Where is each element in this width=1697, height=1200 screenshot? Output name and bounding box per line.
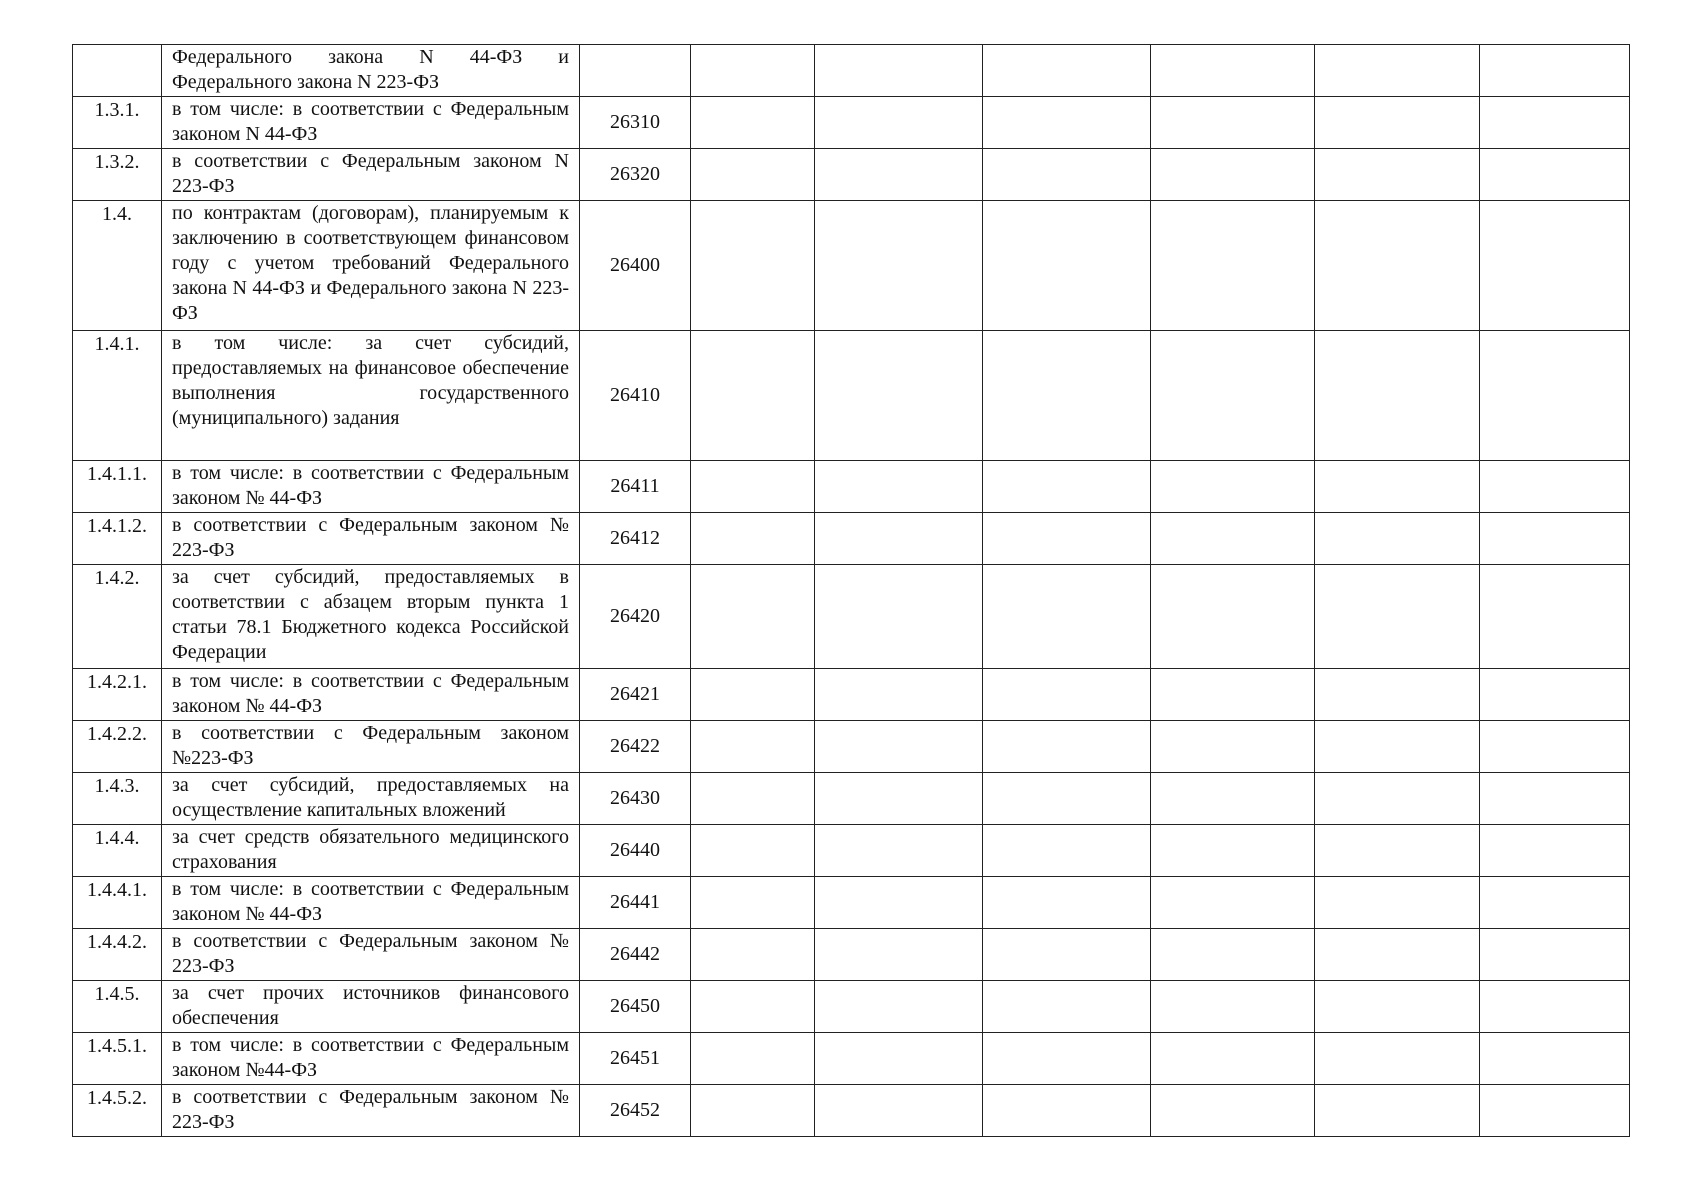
row-description: за счет прочих источников финансового обеспечения	[162, 981, 580, 1033]
table-row	[73, 773, 1630, 825]
value-cell	[1480, 825, 1630, 877]
row-description: в соответствии с Федеральным законом №223-ФЗ	[162, 721, 580, 773]
value-cell	[1315, 331, 1480, 461]
value-cell	[815, 929, 983, 981]
row-number: 1.3.2.	[73, 149, 162, 201]
value-cell	[1151, 461, 1315, 513]
table-row	[73, 1085, 1630, 1137]
value-cell	[1480, 513, 1630, 565]
value-cell	[1480, 45, 1630, 97]
value-cell	[983, 149, 1151, 201]
value-cell	[1480, 201, 1630, 331]
value-cell	[691, 721, 815, 773]
row-number: 1.4.1.2.	[73, 513, 162, 565]
row-code: 26441	[580, 877, 691, 929]
row-code: 26440	[580, 825, 691, 877]
value-cell	[1315, 1033, 1480, 1085]
row-description: в соответствии с Федеральным законом № 223-ФЗ	[162, 1085, 580, 1137]
value-cell	[1151, 149, 1315, 201]
value-cell	[815, 721, 983, 773]
table-row	[73, 929, 1630, 981]
row-description: за счет средств обязательного медицинского страхования	[162, 825, 580, 877]
value-cell	[1480, 461, 1630, 513]
row-number: 1.4.4.1.	[73, 877, 162, 929]
row-description: в соответствии с Федеральным законом № 223-ФЗ	[162, 513, 580, 565]
value-cell	[691, 461, 815, 513]
value-cell	[983, 97, 1151, 149]
value-cell	[1315, 45, 1480, 97]
value-cell	[1480, 929, 1630, 981]
value-cell	[1315, 669, 1480, 721]
value-cell	[1315, 929, 1480, 981]
row-code: 26310	[580, 97, 691, 149]
row-number: 1.4.1.	[73, 331, 162, 461]
row-number: 1.4.3.	[73, 773, 162, 825]
value-cell	[983, 721, 1151, 773]
row-description: в том числе: в соответствии с Федеральным законом № 44-ФЗ	[162, 461, 580, 513]
value-cell	[1151, 773, 1315, 825]
value-cell	[1315, 201, 1480, 331]
value-cell	[691, 45, 815, 97]
row-number: 1.4.5.1.	[73, 1033, 162, 1085]
row-code: 26450	[580, 981, 691, 1033]
row-description: в соответствии с Федеральным законом № 223-ФЗ	[162, 929, 580, 981]
value-cell	[983, 877, 1151, 929]
value-cell	[1315, 877, 1480, 929]
value-cell	[1480, 565, 1630, 669]
value-cell	[815, 331, 983, 461]
row-number: 1.4.2.	[73, 565, 162, 669]
value-cell	[1151, 97, 1315, 149]
value-cell	[691, 201, 815, 331]
table-row	[73, 45, 1630, 97]
value-cell	[983, 331, 1151, 461]
row-description: в том числе: в соответствии с Федеральным законом №44-ФЗ	[162, 1033, 580, 1085]
value-cell	[691, 97, 815, 149]
row-code: 26410	[580, 331, 691, 461]
table-row	[73, 825, 1630, 877]
row-number: 1.4.2.2.	[73, 721, 162, 773]
value-cell	[1315, 1085, 1480, 1137]
value-cell	[815, 773, 983, 825]
row-number: 1.4.5.2.	[73, 1085, 162, 1137]
value-cell	[815, 513, 983, 565]
row-code: 26452	[580, 1085, 691, 1137]
value-cell	[1315, 149, 1480, 201]
value-cell	[691, 1085, 815, 1137]
value-cell	[1480, 331, 1630, 461]
value-cell	[815, 97, 983, 149]
value-cell	[1480, 773, 1630, 825]
table-row	[73, 149, 1630, 201]
value-cell	[691, 331, 815, 461]
value-cell	[1151, 721, 1315, 773]
value-cell	[815, 149, 983, 201]
value-cell	[1315, 721, 1480, 773]
value-cell	[983, 513, 1151, 565]
row-number: 1.4.1.1.	[73, 461, 162, 513]
value-cell	[1151, 45, 1315, 97]
value-cell	[691, 149, 815, 201]
value-cell	[815, 461, 983, 513]
value-cell	[815, 877, 983, 929]
row-number: 1.4.5.	[73, 981, 162, 1033]
row-code: 26430	[580, 773, 691, 825]
financial-table	[72, 44, 1630, 1137]
table-row	[73, 513, 1630, 565]
value-cell	[1151, 331, 1315, 461]
row-description: Федерального закона N 44-ФЗ и Федерального закона N 223-ФЗ	[162, 45, 580, 97]
row-code: 26451	[580, 1033, 691, 1085]
row-code: 26420	[580, 565, 691, 669]
value-cell	[815, 201, 983, 331]
value-cell	[983, 981, 1151, 1033]
row-code: 26411	[580, 461, 691, 513]
value-cell	[1151, 201, 1315, 331]
row-code: 26320	[580, 149, 691, 201]
value-cell	[691, 877, 815, 929]
value-cell	[1151, 669, 1315, 721]
value-cell	[1315, 461, 1480, 513]
value-cell	[1480, 97, 1630, 149]
table-row	[73, 461, 1630, 513]
value-cell	[1151, 981, 1315, 1033]
value-cell	[691, 929, 815, 981]
value-cell	[1151, 1033, 1315, 1085]
value-cell	[1315, 773, 1480, 825]
value-cell	[1480, 981, 1630, 1033]
row-number: 1.4.4.2.	[73, 929, 162, 981]
value-cell	[691, 669, 815, 721]
table-row	[73, 331, 1630, 461]
value-cell	[691, 825, 815, 877]
value-cell	[1480, 721, 1630, 773]
table-row	[73, 721, 1630, 773]
value-cell	[1151, 877, 1315, 929]
value-cell	[983, 929, 1151, 981]
value-cell	[815, 45, 983, 97]
value-cell	[983, 461, 1151, 513]
row-description: в том числе: в соответствии с Федеральным законом № 44-ФЗ	[162, 669, 580, 721]
value-cell	[983, 565, 1151, 669]
document-sheet	[72, 44, 1629, 1137]
value-cell	[1151, 1085, 1315, 1137]
value-cell	[815, 669, 983, 721]
row-description: в том числе: в соответствии с Федеральным законом N 44-ФЗ	[162, 97, 580, 149]
value-cell	[691, 513, 815, 565]
value-cell	[1480, 1085, 1630, 1137]
value-cell	[1315, 981, 1480, 1033]
row-code: 26421	[580, 669, 691, 721]
row-description: в том числе: в соответствии с Федеральным законом № 44-ФЗ	[162, 877, 580, 929]
value-cell	[691, 565, 815, 669]
value-cell	[815, 1085, 983, 1137]
row-number: 1.4.4.	[73, 825, 162, 877]
value-cell	[691, 773, 815, 825]
value-cell	[815, 565, 983, 669]
value-cell	[983, 1033, 1151, 1085]
value-cell	[815, 825, 983, 877]
value-cell	[983, 669, 1151, 721]
value-cell	[1480, 1033, 1630, 1085]
value-cell	[1315, 565, 1480, 669]
row-description: за счет субсидий, предоставляемых на осуществление капитальных вложений	[162, 773, 580, 825]
row-number: 1.3.1.	[73, 97, 162, 149]
row-code: 26422	[580, 721, 691, 773]
table-row	[73, 97, 1630, 149]
row-description: по контрактам (договорам), планируемым к заключению в соответствующем финансовом году с учетом требований Федерального закона N 44-ФЗ и Федерального закона N 223-ФЗ	[162, 201, 580, 331]
table-row	[73, 201, 1630, 331]
row-description: за счет субсидий, предоставляемых в соответствии с абзацем вторым пункта 1 статьи 78.1 Бюджетного кодекса Российской Федерации	[162, 565, 580, 669]
value-cell	[815, 1033, 983, 1085]
value-cell	[983, 1085, 1151, 1137]
table-row	[73, 669, 1630, 721]
value-cell	[983, 825, 1151, 877]
row-code	[580, 45, 691, 97]
value-cell	[691, 981, 815, 1033]
row-number	[73, 45, 162, 97]
value-cell	[1315, 513, 1480, 565]
value-cell	[815, 981, 983, 1033]
table-row	[73, 877, 1630, 929]
value-cell	[1315, 97, 1480, 149]
table-row	[73, 565, 1630, 669]
value-cell	[1151, 565, 1315, 669]
row-description: в том числе: за счет субсидий, предоставляемых на финансовое обеспечение выполнения государственного (муниципального) задания	[162, 331, 580, 461]
table-row	[73, 981, 1630, 1033]
value-cell	[1480, 877, 1630, 929]
row-code: 26400	[580, 201, 691, 331]
table-row	[73, 1033, 1630, 1085]
value-cell	[1480, 669, 1630, 721]
row-description: в соответствии с Федеральным законом N 223-ФЗ	[162, 149, 580, 201]
value-cell	[983, 773, 1151, 825]
value-cell	[1151, 929, 1315, 981]
value-cell	[1480, 149, 1630, 201]
value-cell	[691, 1033, 815, 1085]
value-cell	[1151, 825, 1315, 877]
value-cell	[983, 45, 1151, 97]
value-cell	[983, 201, 1151, 331]
row-code: 26442	[580, 929, 691, 981]
value-cell	[1151, 513, 1315, 565]
row-number: 1.4.2.1.	[73, 669, 162, 721]
row-number: 1.4.	[73, 201, 162, 331]
value-cell	[1315, 825, 1480, 877]
row-code: 26412	[580, 513, 691, 565]
